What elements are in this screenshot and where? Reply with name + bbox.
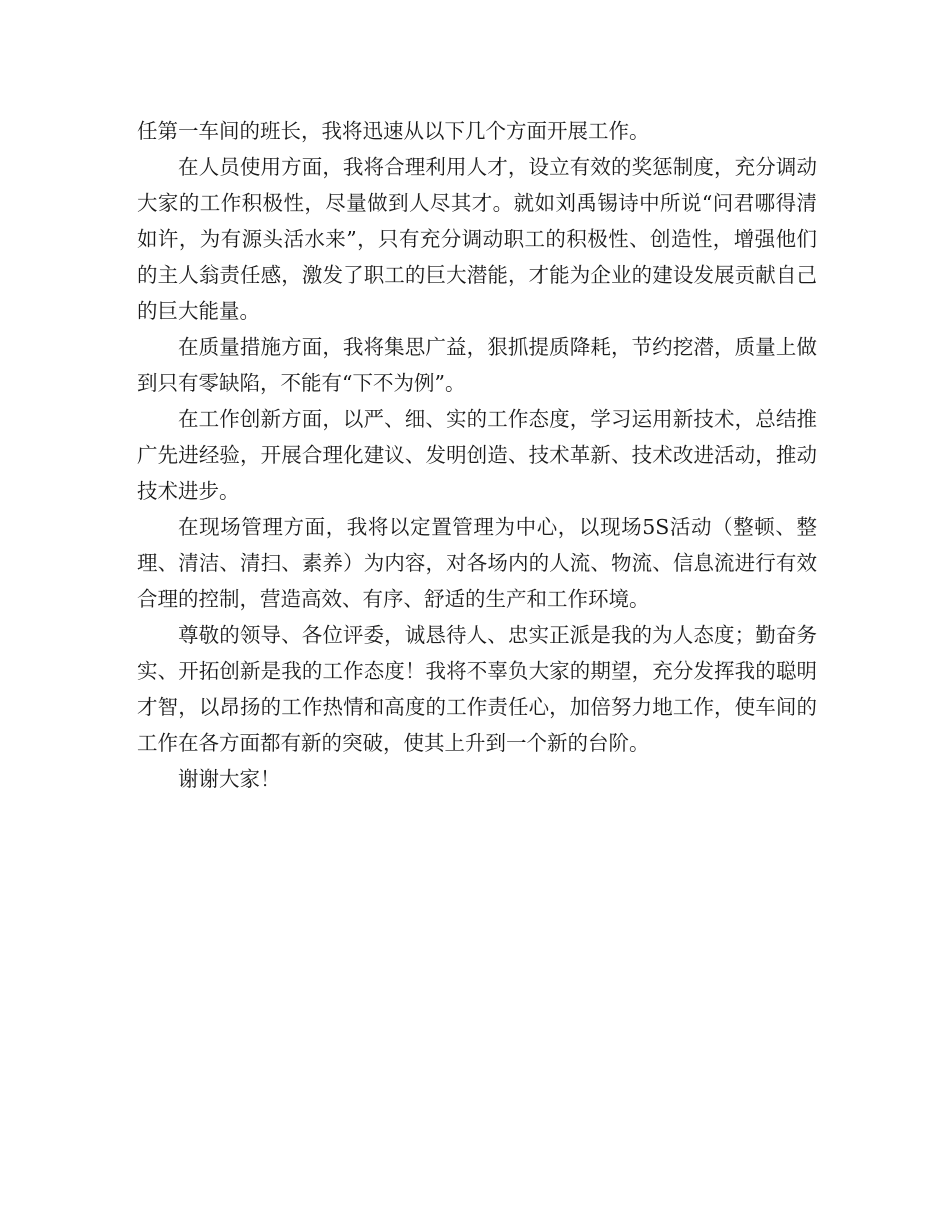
document-body <box>137 113 817 797</box>
paragraph-continuation: 任第一车间的班长，我将迅速从以下几个方面开展工作。 <box>137 119 650 143</box>
paragraph-personnel: 在人员使用方面，我将合理利用人才，设立有效的奖惩制度，充分调动大家的工作积极性，尽量做到人尽其才。就如刘禹锡诗中所说“问君哪得清如许，为有源头活水来”，只有充分调动职工的积极性、创造性，增强他们的主人翁责任感，激发了职工的巨大潜能，才能为企业的建设发展贡献自己的巨大能量。 <box>137 155 817 323</box>
paragraph-closing-statement: 尊敬的领导、各位评委，诚恳待人、忠实正派是我的为人态度；勤奋务实、开拓创新是我的工作态度！我将不辜负大家的期望，充分发挥我的聪明才智，以昂扬的工作热情和高度的工作责任心，加倍努力地工作，使车间的工作在各方面都有新的突破，使其上升到一个新的台阶。 <box>137 623 817 755</box>
paragraph-quality: 在质量措施方面，我将集思广益，狠抓提质降耗，节约挖潜，质量上做到只有零缺陷，不能有“下不为例”。 <box>137 335 817 395</box>
paragraph-site-management: 在现场管理方面，我将以定置管理为中心，以现场5S活动（整顿、整理、清洁、清扫、素养）为内容，对各场内的人流、物流、信息流进行有效合理的控制，营造高效、有序、舒适的生产和工作环境。 <box>137 515 817 611</box>
paragraph-thanks: 谢谢大家！ <box>178 767 281 791</box>
paragraph-innovation: 在工作创新方面，以严、细、实的工作态度，学习运用新技术，总结推广先进经验，开展合理化建议、发明创造、技术革新、技术改进活动，推动技术进步。 <box>137 407 817 503</box>
